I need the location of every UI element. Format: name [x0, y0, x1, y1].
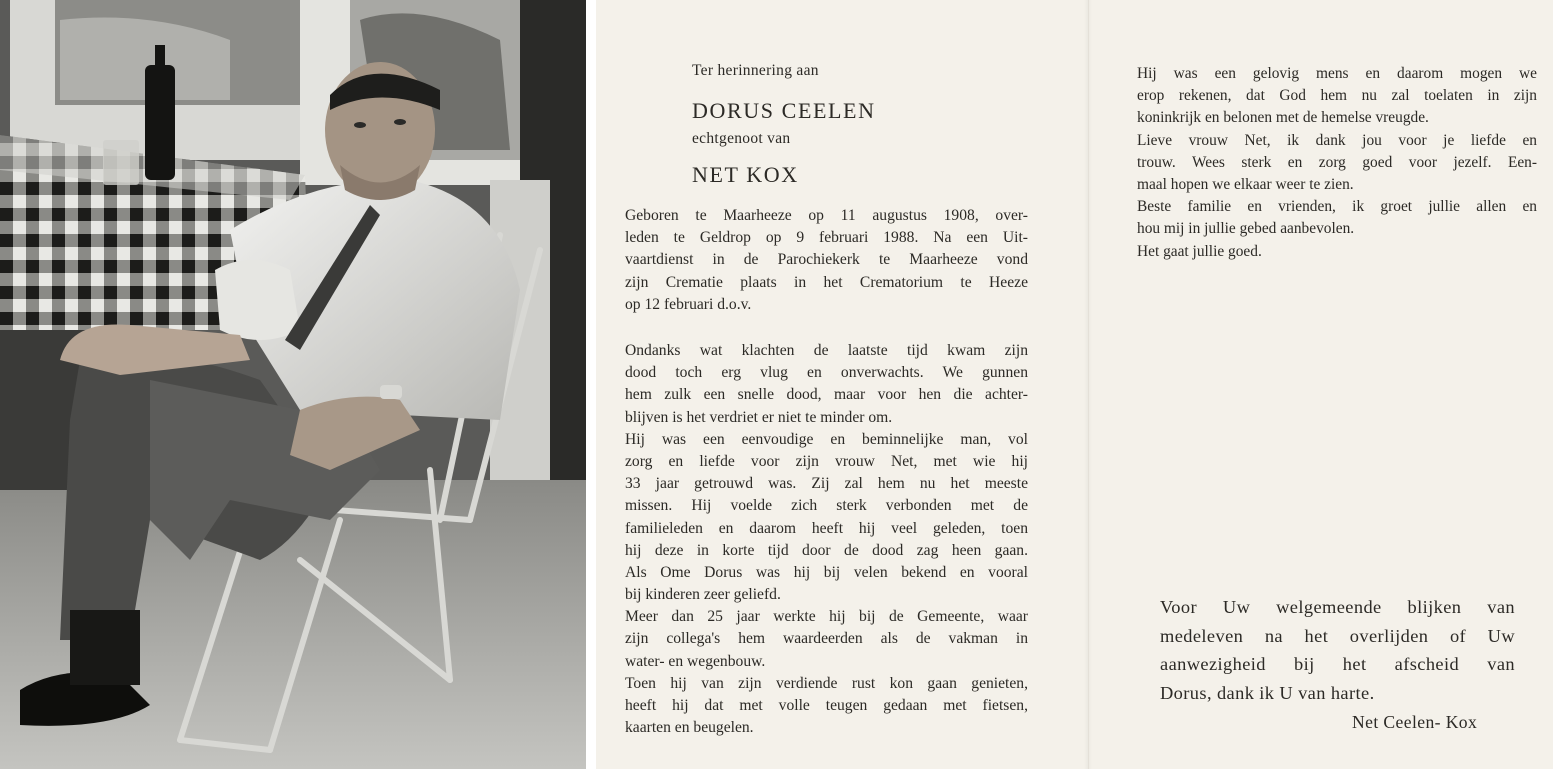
portrait-photo — [0, 0, 586, 769]
bio-line: Geboren te Maarheeze op 11 augustus 1908, over- — [625, 207, 1028, 224]
spouse-name: NET KOX — [692, 162, 799, 187]
body-line: blijven is het verdriet er niet te minder om. — [625, 408, 893, 426]
card-fold — [1084, 0, 1092, 769]
body-line: Hij was een eenvoudige en beminnelijke man, vol — [625, 430, 1028, 448]
right-line: Lieve vrouw Net, ik dank jou voor je liefde en — [1137, 131, 1537, 149]
body-line: zijn collega's hem waardeerden als de vakman in — [625, 630, 1028, 648]
bio-line: vaartdienst in de Parochiekerk te Maarheeze vond — [625, 251, 1028, 269]
body-line: familieleden en daarom heeft hij veel geleden, toen — [625, 519, 1028, 537]
signature: Net Ceelen- Kox — [1352, 712, 1478, 732]
body-line: hem zulk een snelle dood, maar voor hen die achter- — [625, 386, 1028, 404]
spouse-label: echtgenoot van — [692, 130, 791, 147]
body-paragraph — [625, 340, 1028, 739]
scan-gap — [586, 0, 596, 769]
bio-line: zijn Crematie plaats in het Crematorium te Heeze — [625, 273, 1028, 291]
body-line: Meer dan 25 jaar werkte hij bij de Gemeente, waar — [625, 608, 1028, 626]
thanks-line: medeleven na het overlijden of Uw — [1160, 625, 1515, 646]
body-line: kaarten en beugelen. — [625, 719, 754, 737]
deceased-name: DORUS CEELEN — [692, 98, 876, 123]
bio-line: op 12 februari d.o.v. — [625, 295, 752, 313]
body-line: Toen hij van zijn verdiende rust kon gaan genieten, — [625, 674, 1028, 692]
body-line: missen. Hij voelde zich sterk verbonden met de — [625, 497, 1028, 515]
right-line: Het gaat jullie goed. — [1137, 242, 1262, 260]
right-line: trouw. Wees sterk en zorg goed voor jezelf. Een- — [1137, 153, 1537, 171]
faith-paragraph — [1137, 63, 1537, 263]
right-line: Beste familie en vrienden, ik groet jullie allen en — [1137, 198, 1537, 216]
bio-paragraph — [625, 205, 1028, 316]
thanks-paragraph — [1160, 593, 1515, 707]
bio-line: leden te Geldrop op 9 februari 1988. Na een Uit- — [625, 229, 1028, 247]
body-line: zorg en liefde voor zijn vrouw Net, met wie hij — [625, 452, 1028, 470]
right-line: koninkrijk en belonen met de hemelse vreugde. — [1137, 109, 1429, 127]
body-line: Ondanks wat klachten de laatste tijd kwam zijn — [625, 342, 1028, 359]
thanks-line: Dorus, dank ik U van harte. — [1160, 682, 1375, 703]
body-line: Als Ome Dorus was hij bij velen bekend en vooral — [625, 563, 1028, 581]
body-line: water- en wegenbouw. — [625, 652, 766, 670]
thanks-line: aanwezigheid bij het afscheid van — [1160, 654, 1515, 675]
intro-line: Ter herinnering aan — [692, 62, 819, 79]
right-line: Hij was een gelovig mens en daarom mogen we — [1137, 65, 1537, 82]
right-line: hou mij in jullie gebed aanbevolen. — [1137, 220, 1355, 238]
body-line: heeft hij dat met volle teugen gedaan met fietsen, — [625, 697, 1028, 714]
right-line: maal hopen we elkaar weer te zien. — [1137, 175, 1354, 193]
body-line: 33 jaar getrouwd was. Zij zal hem nu het meeste — [625, 475, 1028, 493]
right-line: erop rekenen, dat God hem nu zal toelaten in zijn — [1137, 87, 1537, 105]
body-line: bij kinderen zeer geliefd. — [625, 586, 781, 604]
body-line: dood toch erg vlug en onverwachts. We gunnen — [625, 364, 1028, 382]
thanks-line: Voor Uw welgemeende blijken van — [1160, 597, 1515, 617]
body-line: hij deze in korte tijd door de dood zag heen gaan. — [625, 541, 1028, 559]
